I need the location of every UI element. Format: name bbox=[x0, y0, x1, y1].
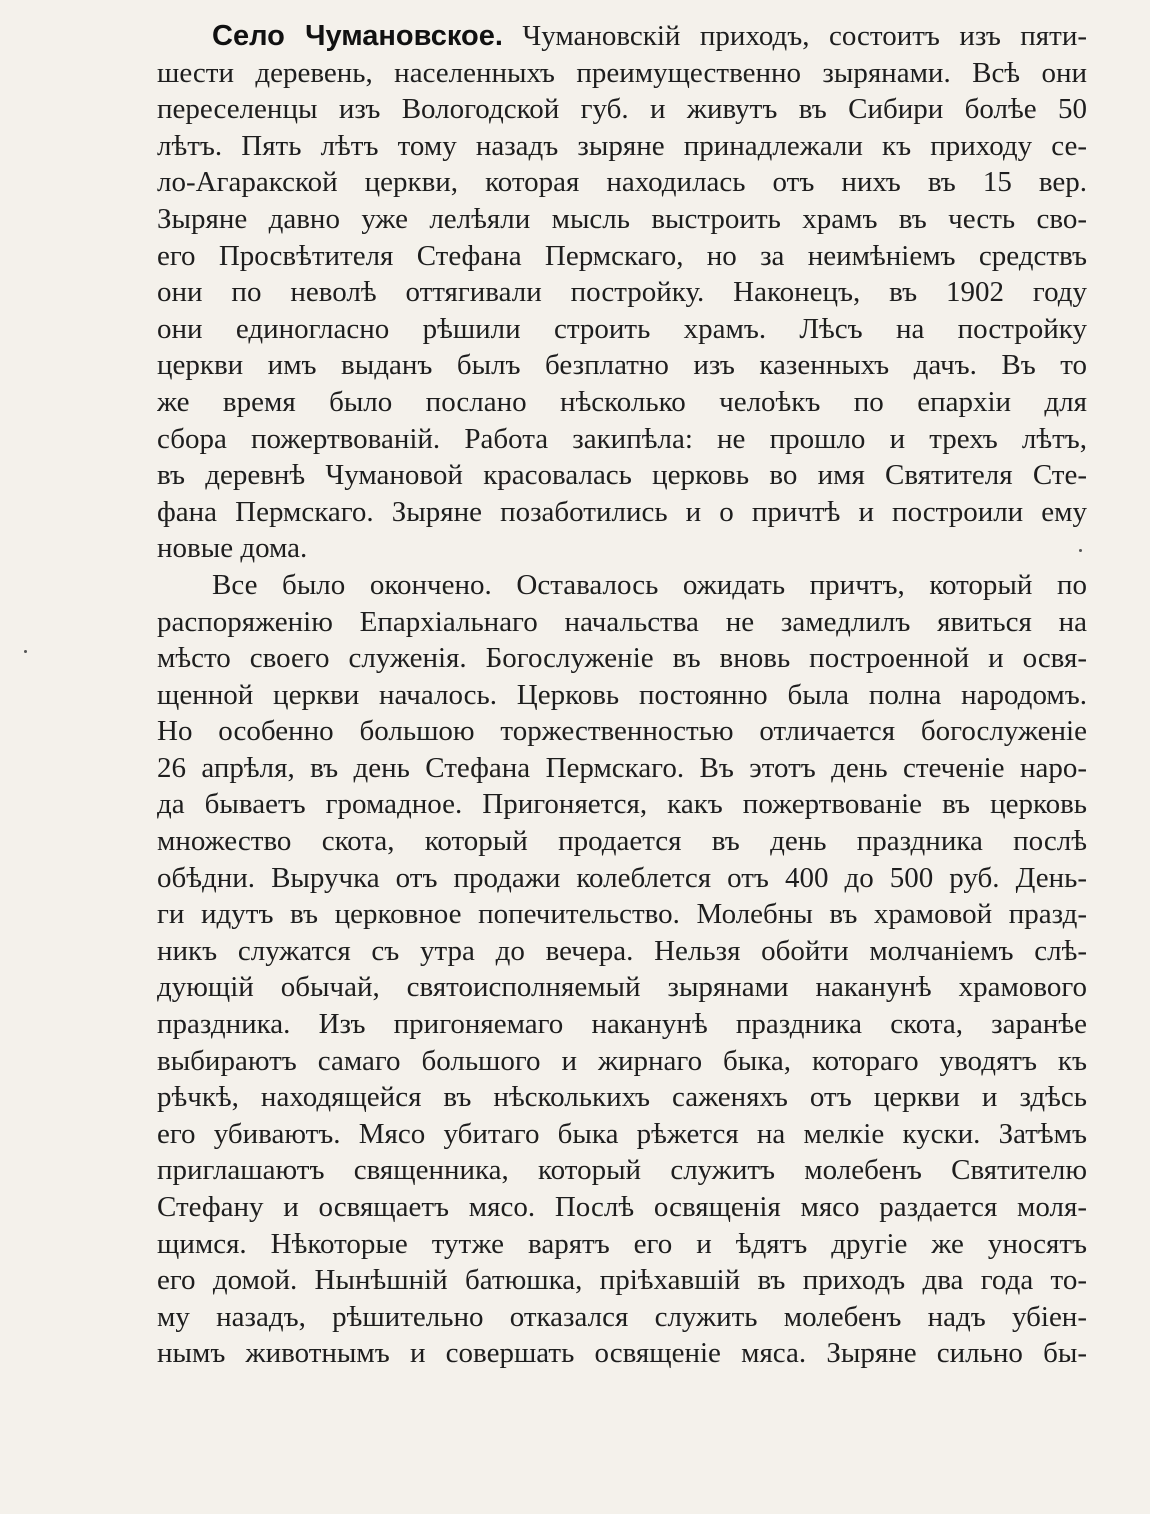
section-heading: Село Чумановское. bbox=[212, 20, 503, 52]
margin-speck bbox=[1079, 549, 1082, 552]
text-line: множество скота, который продается въ день праздника послѣ bbox=[157, 825, 1087, 858]
text-line: рѣчкѣ, находящейся въ нѣсколькихъ саженяхъ отъ церкви и здѣсь bbox=[157, 1081, 1087, 1114]
text-line: праздника. Изъ пригоняемаго наканунѣ праздника скота, заранѣе bbox=[157, 1008, 1087, 1041]
text-line: ло-Агаракской церкви, которая находилась отъ нихъ въ 15 вер. bbox=[157, 166, 1087, 199]
body-text bbox=[157, 18, 1087, 1372]
text-line: дующій обычай, святоисполняемый зырянами наканунѣ храмового bbox=[157, 971, 1087, 1004]
text-line: фана Пермскаго. Зыряне позаботились и о причтѣ и построили ему bbox=[157, 495, 1087, 528]
text-line: Село Чумановское. Чумановскій приходъ, состоитъ изъ пяти- bbox=[212, 20, 1087, 52]
text-line: щенной церкви началось. Церковь постоянно была полна народомъ. bbox=[157, 678, 1087, 711]
text-line: выбираютъ самаго большого и жирнаго быка, котораго уводятъ къ bbox=[157, 1044, 1087, 1077]
text-line: 26 апрѣля, въ день Стефана Пермскаго. Въ этотъ день стеченіе наро- bbox=[157, 751, 1087, 784]
text-line: они единогласно рѣшили строить храмъ. Лѣсъ на постройку bbox=[157, 312, 1087, 345]
text-line: приглашаютъ священника, который служитъ молебенъ Святителю bbox=[157, 1154, 1087, 1187]
text-line: лѣтъ. Пять лѣтъ тому назадъ зыряне принадлежали къ приходу се- bbox=[157, 129, 1087, 162]
text-line: въ деревнѣ Чумановой красовалась церковь во имя Святителя Сте- bbox=[157, 459, 1087, 492]
text-line: его домой. Нынѣшній батюшка, пріѣхавшій въ приходъ два года то- bbox=[157, 1264, 1087, 1297]
text-line: ги идутъ въ церковное попечительство. Молебны въ храмовой празд- bbox=[157, 898, 1087, 931]
text-line: его убиваютъ. Мясо убитаго быка рѣжется на мелкіе куски. Затѣмъ bbox=[157, 1117, 1087, 1150]
text-line: они по неволѣ оттягивали постройку. Наконецъ, въ 1902 году bbox=[157, 276, 1087, 309]
text-line: его Просвѣтителя Стефана Пермскаго, но за неимѣніемъ средствъ bbox=[157, 239, 1087, 272]
text-line: церкви имъ выданъ былъ безплатно изъ казенныхъ дачъ. Въ то bbox=[157, 349, 1087, 382]
text-line: да бываетъ громадное. Пригоняется, какъ пожертвованіе въ церковь bbox=[157, 788, 1087, 821]
text-line: переселенцы изъ Вологодской губ. и живутъ въ Сибири болѣе 50 bbox=[157, 93, 1087, 126]
text-line: мѣсто своего служенія. Богослуженіе въ вновь построенной и освя- bbox=[157, 642, 1087, 675]
text-line: му назадъ, рѣшительно отказался служить молебенъ надъ убіен- bbox=[157, 1300, 1087, 1333]
text-line: Стефану и освящаетъ мясо. Послѣ освященія мясо раздается моля- bbox=[157, 1191, 1087, 1223]
text-line: Зыряне давно уже лелѣяли мысль выстроить храмъ въ честь сво- bbox=[157, 202, 1087, 235]
text-line: Все было окончено. Оставалось ожидать причтъ, который по bbox=[212, 568, 1087, 601]
text-line: шести деревень, населенныхъ преимущественно зырянами. Всѣ они bbox=[157, 56, 1087, 89]
text-line: Но особенно большою торжественностью отличается богослуженіе bbox=[157, 715, 1087, 748]
text-line: сбора пожертвованій. Работа закипѣла: не прошло и трехъ лѣтъ, bbox=[157, 422, 1087, 455]
text-line: обѣдни. Выручка отъ продажи колеблется отъ 400 до 500 руб. День- bbox=[157, 861, 1087, 894]
text-line: распоряженію Епархіальнаго начальства не замедлилъ явиться на bbox=[157, 605, 1087, 638]
text-line: никъ служатся съ утра до вечера. Нельзя обойти молчаніемъ слѣ- bbox=[157, 934, 1087, 967]
text-line: новые дома. bbox=[157, 532, 308, 565]
margin-speck bbox=[24, 650, 27, 653]
text-line: же время было послано нѣсколько челоѣкъ по епархіи для bbox=[157, 385, 1087, 418]
text-line: щимся. Нѣкоторые тутже варятъ его и ѣдятъ другіе же уносятъ bbox=[157, 1227, 1087, 1260]
text-line: нымъ животнымъ и совершать освященіе мяса. Зыряне сильно бы- bbox=[157, 1337, 1087, 1370]
